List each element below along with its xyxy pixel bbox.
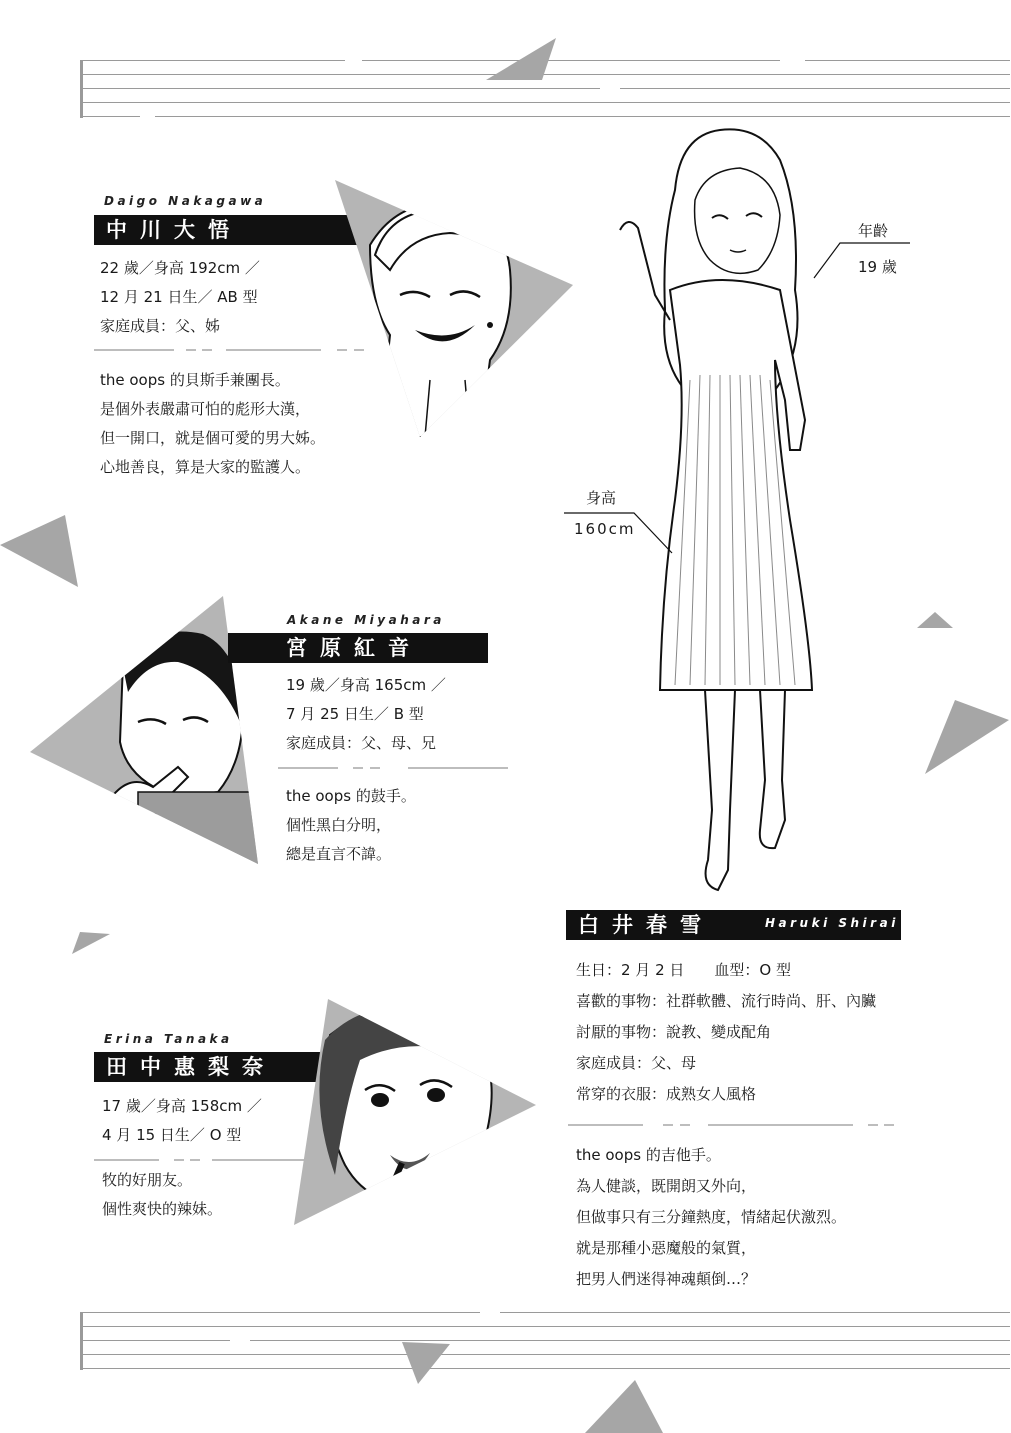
haruki-desc-line: the oops 的吉他手。	[576, 1146, 721, 1164]
erina-portrait	[290, 995, 540, 1230]
erina-info-line: 17 歲／身高 158cm ／	[102, 1097, 262, 1115]
erina-description	[102, 1166, 222, 1224]
haruki-info-line: 常穿的衣服：成熟女人風格	[576, 1085, 757, 1103]
haruki-info-line: 討厭的事物：說教、變成配角	[576, 1023, 772, 1041]
haruki-desc-line: 為人健談，既開朗又外向，	[576, 1177, 757, 1195]
daigo-romaji-name: Daigo Nakagawa	[104, 194, 267, 208]
erina-name-bar: 田中惠梨奈	[94, 1052, 322, 1082]
akane-desc-line: 總是直言不諱。	[286, 845, 392, 863]
age-label: 年齡	[858, 222, 889, 240]
haruki-romaji-name: Haruki Shirai	[765, 916, 899, 930]
height-label: 身高	[586, 489, 617, 507]
triangle-decoration-bottom-left	[400, 1340, 452, 1386]
daigo-name-bar: 中川大悟	[94, 215, 359, 245]
daigo-desc-line: 是個外表嚴肅可怕的彪形大漢，	[100, 400, 311, 418]
haruki-desc-line: 但做事只有三分鐘熱度，情緒起伏激烈。	[576, 1208, 847, 1226]
haruki-desc-line: 把男人們迷得神魂顛倒…？	[576, 1270, 757, 1288]
haruki-name-bar: 白井春雪	[566, 910, 901, 940]
daigo-desc-line: 但一開口，就是個可愛的男大姊。	[100, 429, 326, 447]
daigo-portrait	[330, 175, 575, 440]
erina-desc-line: 個性爽快的辣妹。	[102, 1200, 223, 1218]
daigo-description	[100, 366, 325, 482]
triangle-decoration-right	[925, 700, 1011, 776]
haruki-info-line: 喜歡的事物：社群軟體、流行時尚、肝、內臟	[576, 992, 877, 1010]
haruki-desc-line: 就是那種小惡魔般的氣質，	[576, 1239, 757, 1257]
erina-profile-info	[102, 1092, 262, 1150]
triangle-decoration-right-small	[915, 612, 957, 630]
erina-divider	[94, 1159, 309, 1161]
akane-desc-line: the oops 的鼓手。	[286, 787, 416, 805]
haruki-info-line: 生日：2 月 2 日 血型：O 型	[576, 961, 791, 979]
daigo-info-line: 12 月 21 日生／ AB 型	[100, 288, 258, 306]
triangle-decoration-mid-left	[70, 928, 114, 956]
akane-info-line: 家庭成員：父、母、兄	[286, 734, 437, 752]
haruki-divider	[568, 1124, 898, 1126]
bottom-staff-lines	[80, 1312, 1010, 1372]
akane-desc-line: 個性黑白分明，	[286, 816, 392, 834]
akane-profile-info	[286, 671, 446, 758]
akane-info-line: 19 歲／身高 165cm ／	[286, 676, 446, 694]
triangle-decoration-left	[0, 515, 80, 590]
akane-name-bar: 宮原紅音	[228, 633, 488, 663]
erina-desc-line: 牧的好朋友。	[102, 1171, 193, 1189]
akane-romaji-name: Akane Miyahara	[287, 613, 445, 627]
akane-description	[286, 782, 416, 869]
daigo-desc-line: 心地善良，算是大家的監護人。	[100, 458, 311, 476]
haruki-info-line: 家庭成員：父、母	[576, 1054, 697, 1072]
daigo-info-line: 22 歲／身高 192cm ／	[100, 259, 260, 277]
daigo-profile-info	[100, 254, 260, 341]
age-value: 19 歲	[858, 258, 897, 276]
triangle-decoration-top	[486, 36, 558, 82]
height-value: 160cm	[574, 520, 636, 538]
erina-info-line: 4 月 15 日生／ O 型	[102, 1126, 242, 1144]
daigo-desc-line: the oops 的貝斯手兼團長。	[100, 371, 290, 389]
haruki-profile-info	[576, 955, 876, 1110]
akane-divider	[278, 767, 508, 769]
akane-info-line: 7 月 25 日生／ B 型	[286, 705, 424, 723]
daigo-info-line: 家庭成員：父、姊	[100, 317, 221, 335]
triangle-decoration-bottom-right	[585, 1380, 665, 1433]
haruki-description	[576, 1140, 846, 1295]
erina-romaji-name: Erina Tanaka	[104, 1032, 233, 1046]
